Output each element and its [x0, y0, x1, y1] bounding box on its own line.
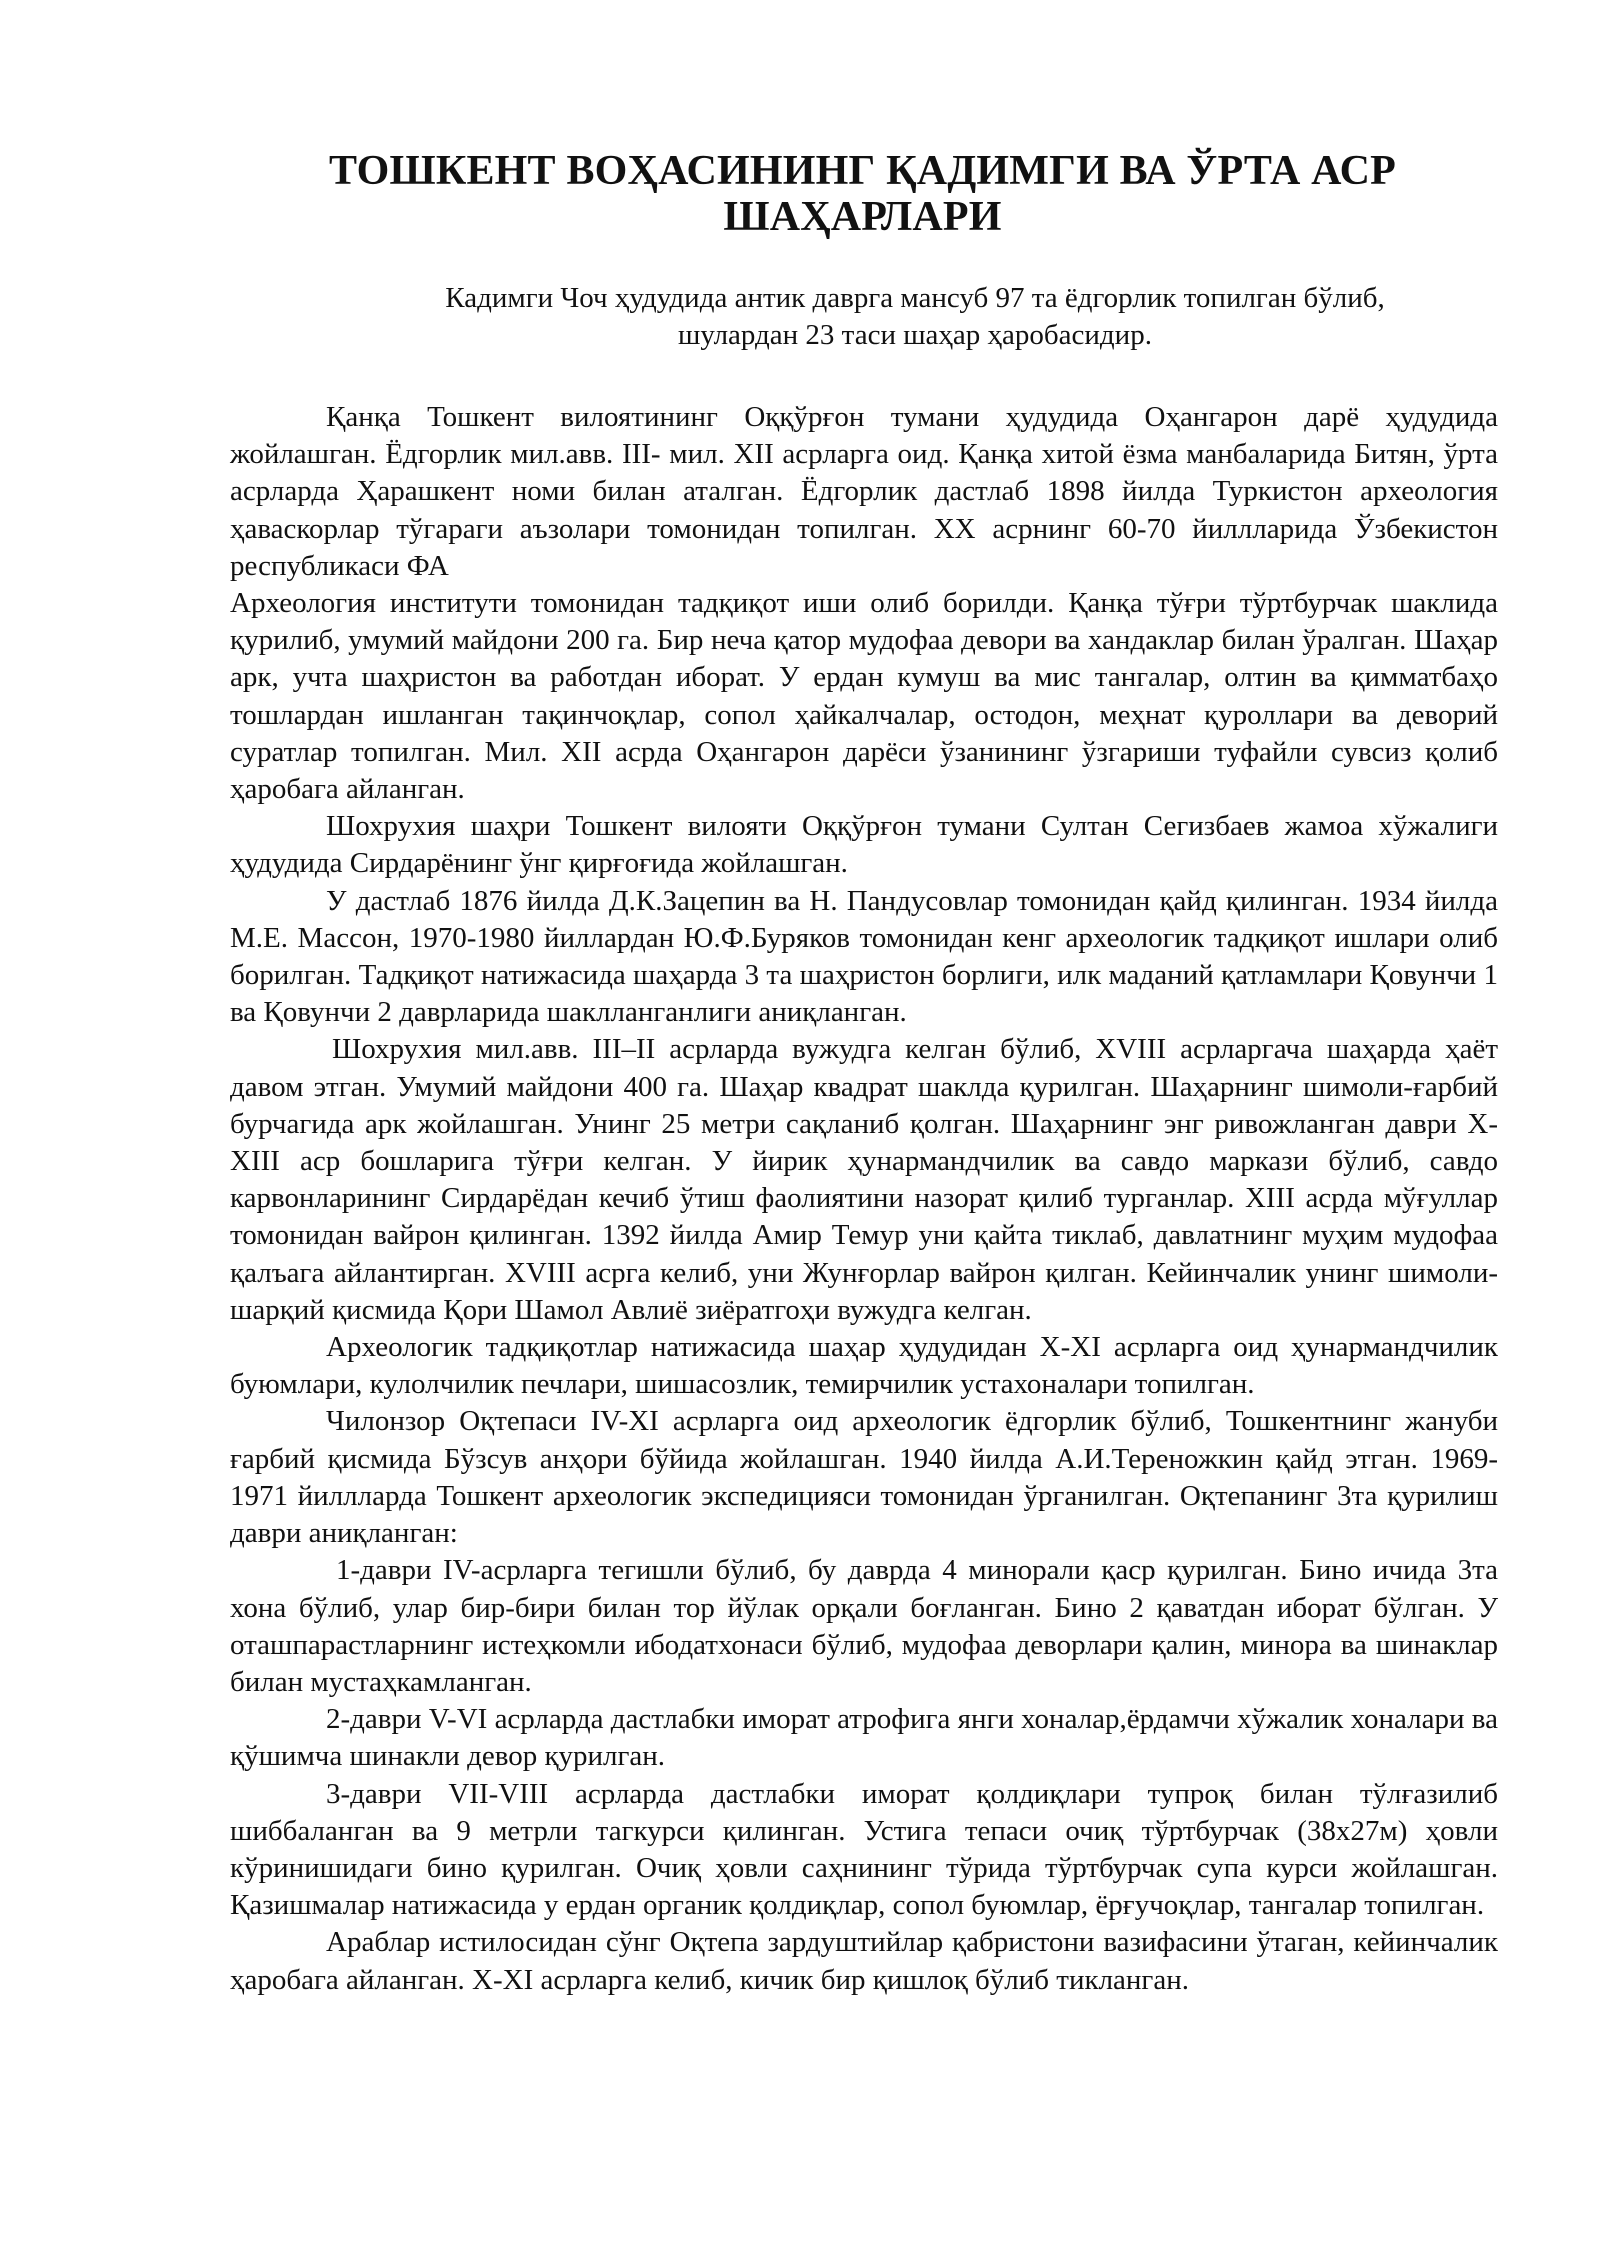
paragraph-shohrukhiya-location: Шохрухия шаҳри Тошкент вилояти Оққўрғон тумани Султан Сегизбаев жамоа хўжалиги ҳудудида Сирдарёнинг ўнг қирғоғида жойлашган. [230, 810, 1498, 880]
paragraph-qanqa-research: Археология институти томонидан тадқиқот иши олиб борилди. Қанқа тўғри тўртбурчак шаклида қурилиб, умумий майдони 200 га. Бир неча қатор мудофаа девори ва хандаклар билан ўралган. Шаҳар арк, учта шаҳристон ва работдан иборат. У ердан кумуш ва мис тангалар, олтин ва қимматбаҳо тошлардан ишланган тақинчоқлар, сопол ҳайкалчалар, остодон, меҳнат қуроллари ва деворий суратлар топилган. Мил. XII асрда Оҳангарон дарёси ўзанининг ўзгариши туфайли сувсиз қолиб ҳаробага айланган. [230, 587, 1498, 806]
paragraph-oqtepa-period-1: 1-даври IV-асрларга тегишли бўлиб, бу даврда 4 минорали қаср қурилган. Бино ичида 3та хона бўлиб, улар бир-бири билан тор йўлак орқали боғланган. Бино 2 қаватдан иборат бўлган. У оташпарастларнинг истеҳкомли ибодатхонаси бўлиб, мудофаа деворлари қалин, минора ва шинаклар билан мустаҳкамланган. [230, 1554, 1498, 1698]
paragraph-oqtepa-intro: Чилонзор Оқтепаси IV-XI асрларга оид археологик ёдгорлик бўлиб, Тошкентнинг жануби ғарбий қисмида Бўзсув анҳори бўйида жойлашган. 1940 йилда А.И.Тереножкин қайд этган. 1969- 1971 йиллларда Тошкент археологик экспедицияси томонидан ўрганилган. Оқтепанинг 3та қурилиш даври аниқланган: [230, 1405, 1498, 1550]
title-line-1: ТОШКЕНТ ВОҲАСИНИНГ ҚАДИМГИ ВА ЎРТА АСР [328, 148, 1397, 194]
document-title [240, 148, 1485, 240]
paragraph-shohrukhiya-finds: Археологик тадқиқотлар натижасида шаҳар ҳудудидан X-XI асрларга оид ҳунармандчилик буюмлари, кулолчилик печлари, шишасозлик, темирчилик устахоналари топилган. [230, 1331, 1498, 1401]
paragraph-oqtepa-period-2: 2-даври V-VI асрларда дастлабки иморат атрофига янги хоналар,ёрдамчи хўжалик хоналари ва қўшимча шинакли девор қурилган. [230, 1703, 1498, 1773]
document-body [230, 399, 1498, 1999]
paragraph-oqtepa-after-arabs: Араблар истилосидан сўнг Оқтепа зардуштийлар қабристони вазифасини ўтаган, кейинчалик ҳаробага айланган. X-XI асрларга келиб, кичик бир қишлоқ бўлиб тикланган. [230, 1926, 1498, 1996]
paragraph-oqtepa-period-3: 3-даври VII-VIII асрларда дастлабки иморат қолдиқлари тупроқ билан тўлғазилиб шиббаланган ва 9 метрли тагкурси қилинган. Устига тепаси очиқ тўртбурчак (38х27м) ҳовли кўринишидаги бино қурилган. Очиқ ҳовли саҳнининг тўрида тўртбурчак супа курси жойлашган. Қазишмалар натижасида у ердан органик қолдиқлар, сопол буюмлар, ёрғучоқлар, тангалар топилган. [230, 1777, 1498, 1922]
title-line-2: ШАҲАРЛАРИ [723, 194, 1002, 240]
paragraph-shohrukhiya-study: У дастлаб 1876 йилда Д.К.Зацепин ва Н. Пандусовлар томонидан қайд қилинган. 1934 йилда М.Е. Массон, 1970-1980 йиллардан Ю.Ф.Буряков томонидан кенг археологик тадқиқот ишлари олиб борилган. Тадқиқот натижасида шаҳарда 3 та шаҳристон борлиги, илк маданий қатламлари Қовунчи 1 ва Қовунчи 2 даврларида шаклланганлиги аниқланган. [230, 884, 1498, 1029]
intro-note [270, 280, 1560, 354]
intro-line-1: Кадимги Чоч ҳудудида антик даврга мансуб 97 та ёдгорлик топилган бўлиб, [445, 282, 1385, 314]
paragraph-shohrukhiya-history: Шохрухия мил.авв. III–II асрларда вужудга келган бўлиб, XVIII асрларгача шаҳарда ҳаёт давом этган. Умумий майдони 400 га. Шаҳар квадрат шаклда қурилган. Шаҳарнинг шимоли-ғарбий бурчагида арк жойлашган. Унинг 25 метри сақланиб қолган. Шаҳарнинг энг ривожланган даври X- XIII аср бошларига тўғри келган. У йирик ҳунармандчилик ва савдо маркази бўлиб, савдо карвонларининг Сирдарёдан кечиб ўтиш фаолиятини назорат қилиб турганлар. XIII асрда мўғуллар томонидан вайрон қилинган. 1392 йилда Амир Темур уни қайта тиклаб, давлатнинг муҳим мудофаа қалъага айлантирган. XVIII асрга келиб, уни Жунғорлар вайрон қилган. Кейинчалик унинг шимоли-шарқий қисмида Қори Шамол Авлиё зиёратгоҳи вужудга келган. [230, 1033, 1498, 1326]
paragraph-qanqa-location: Қанқа Тошкент вилоятининг Оққўрғон тумани ҳудудида Оҳангарон дарё ҳудудида жойлашган. Ёдгорлик мил.авв. III- мил. XII асрларга оид. Қанқа хитой ёзма манбаларида Битян, ўрта асрларда Ҳарашкент номи билан аталган. Ёдгорлик дастлаб 1898 йилда Туркистон археология ҳаваскорлар тўгараги аъзолари томонидан топилган. XX асрнинг 60-70 йиллларида Ўзбекистон республикаси ФА [230, 401, 1498, 582]
intro-line-2: шулардан 23 таси шаҳар ҳаробасидир. [678, 319, 1152, 351]
